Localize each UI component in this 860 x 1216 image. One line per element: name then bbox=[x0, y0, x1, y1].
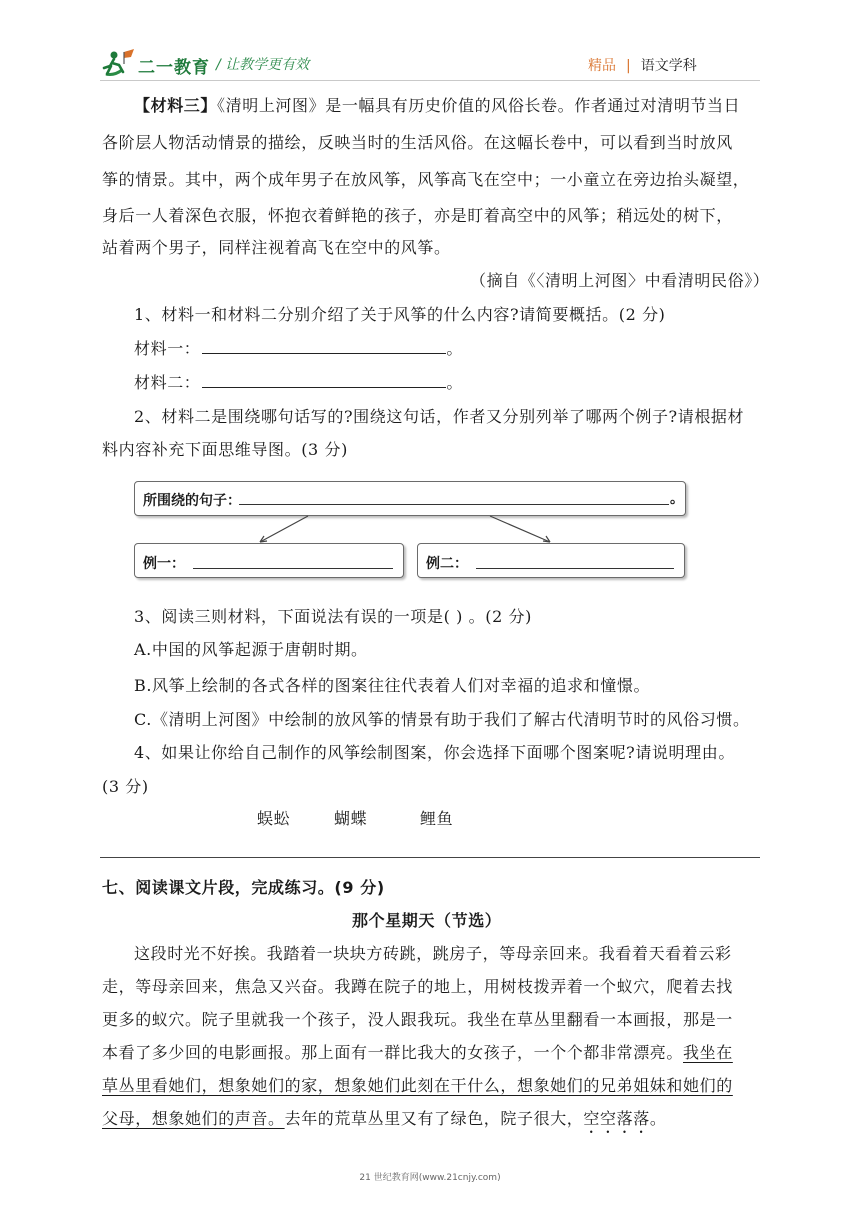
mindmap-connectors bbox=[250, 514, 570, 546]
passage-line-3: 更多的蚁穴。院子里就我一个孩子，没人跟我玩。我坐在草丛里翻看一本画报，那是一 bbox=[102, 1010, 733, 1029]
mindmap-example-1-label: 例一： bbox=[143, 556, 185, 572]
material3-line-2: 各阶层人物活动情景的描绘，反映当时的生活风俗。在这幅长卷中，可以看到当时放风 bbox=[102, 133, 733, 152]
subject-label: 语文学科 bbox=[640, 58, 697, 74]
material3-source: （摘自《〈清明上河图〉中看清明民俗》） bbox=[470, 271, 770, 290]
section-7-heading: 七、阅读课文片段，完成练习。(9 分) bbox=[102, 878, 385, 897]
material3-label: 【材料三】 bbox=[134, 96, 218, 115]
mindmap-top-blank[interactable] bbox=[239, 504, 669, 505]
material3-line-3: 筝的情景。其中，两个成年男子在放风筝，风筝高飞在空中；一小童立在旁边抬头凝望， bbox=[102, 170, 750, 189]
question-4-line-1: 4、如果让你给自己制作的风筝绘制图案，你会选择下面哪个图案呢?请说明理由。 bbox=[134, 743, 735, 762]
q1-answer-1: 材料一： 。 bbox=[134, 339, 464, 358]
passage-line-2: 走，等母亲回来，焦急又兴奋。我蹲在院子的地上，用树枝拨弄着一个蚁穴，爬着去找 bbox=[102, 977, 733, 996]
premium-label: 精品 bbox=[588, 58, 616, 74]
q4-choice-carp: 鲤鱼 bbox=[420, 809, 454, 828]
question-4-line-2: (3 分) bbox=[102, 777, 149, 796]
question-2-line-2: 料内容补充下面思维导图。(3 分) bbox=[102, 440, 348, 459]
q4-choice-centipede: 蜈蚣 bbox=[257, 809, 291, 828]
runner-flag-icon bbox=[100, 46, 140, 80]
underlined-sentence-middle: 草丛里看她们，想象她们的家，想象她们此刻在干什么，想象她们的兄弟姐妹和她们的 bbox=[102, 1076, 733, 1095]
mindmap-example-1-blank[interactable] bbox=[193, 568, 393, 569]
passage-title: 那个星期天（节选） bbox=[352, 911, 502, 930]
answer-blank-2[interactable] bbox=[202, 373, 446, 388]
mindmap-example-1-box bbox=[134, 543, 404, 578]
header-right bbox=[588, 55, 697, 75]
question-1: 1、材料一和材料二分别介绍了关于风筝的什么内容?请简要概括。(2 分) bbox=[134, 305, 666, 324]
emphasized-phrase: 空空落落 bbox=[583, 1109, 650, 1128]
brand-slogan: / 让教学更有效 bbox=[216, 57, 310, 73]
material3-line-1: 【材料三】《清明上河图》是一幅具有历史价值的风俗长卷。作者通过对清明节当日 bbox=[134, 96, 741, 115]
mindmap-top-box: 所围绕的句子： 。 bbox=[134, 481, 686, 516]
q1-answer-2: 材料二： 。 bbox=[134, 373, 464, 392]
passage-line-6: 父母，想象她们的声音。去年的荒草丛里又有了绿色，院子很大，空空落落。 bbox=[102, 1109, 667, 1128]
q3-option-a: A.中国的风筝起源于唐朝时期。 bbox=[134, 640, 368, 659]
q3-option-b: B.风筝上绘制的各式各样的图案往往代表着人们对幸福的追求和憧憬。 bbox=[134, 676, 651, 695]
passage-line-4: 本看了多少回的电影画报。那上面有一群比我大的女孩子，一个个都非常漂亮。我坐在 bbox=[102, 1043, 733, 1062]
header-divider: | bbox=[626, 58, 631, 74]
mindmap-example-2-label: 例二： bbox=[426, 556, 468, 572]
passage-line-5 bbox=[102, 1073, 733, 1096]
page-footer: 21 世纪教育网(www.21cnjy.com) bbox=[359, 1173, 501, 1183]
brand-logo bbox=[100, 46, 230, 80]
header-rule bbox=[100, 80, 760, 81]
q4-choice-butterfly: 蝴蝶 bbox=[334, 809, 368, 828]
material3-line-4: 身后一人着深色衣服，怀抱衣着鲜艳的孩子，亦是盯着高空中的风筝；稍远处的树下， bbox=[102, 206, 733, 225]
section-divider bbox=[100, 857, 760, 858]
mindmap-example-2-box bbox=[417, 543, 685, 578]
material3-line-5: 站着两个男子，同样注视着高飞在空中的风筝。 bbox=[102, 238, 451, 257]
question-3: 3、阅读三则材料，下面说法有误的一项是( ) 。(2 分) bbox=[134, 607, 532, 626]
passage-line-1: 这段时光不好挨。我踏着一块块方砖跳，跳房子，等母亲回来。我看着天看着云彩 bbox=[134, 944, 732, 963]
mindmap-top-label: 所围绕的句子： bbox=[143, 493, 241, 509]
brand-name: 二一教育 bbox=[138, 58, 210, 78]
answer-blank-1[interactable] bbox=[202, 339, 446, 354]
mindmap-example-2-blank[interactable] bbox=[476, 568, 674, 569]
q3-option-c: C.《清明上河图》中绘制的放风筝的情景有助于我们了解古代清明节时的风俗习惯。 bbox=[134, 710, 750, 729]
question-2-line-1: 2、材料二是围绕哪句话写的?围绕这句话，作者又分别列举了哪两个例子?请根据材 bbox=[134, 407, 745, 426]
underlined-sentence-start: 我坐在 bbox=[683, 1043, 733, 1062]
underlined-sentence-end: 父母，想象她们的声音。 bbox=[102, 1109, 285, 1128]
